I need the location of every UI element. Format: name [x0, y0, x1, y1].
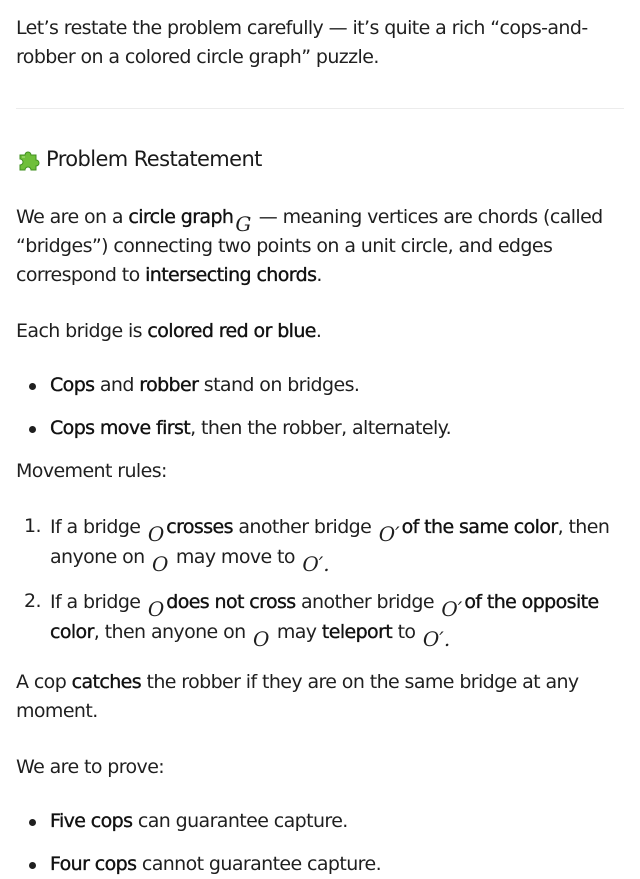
bold-term: Five cops	[50, 810, 133, 832]
catch-paragraph	[16, 668, 624, 726]
movement-rules-list	[16, 512, 624, 651]
bold-term: catches	[71, 671, 142, 693]
bold-term: does not cross	[166, 591, 296, 613]
bold-term: intersecting chords	[145, 264, 317, 286]
text-span: stand on bridges.	[198, 374, 360, 396]
bold-term: robber	[139, 374, 199, 396]
text-span: We are on a	[16, 206, 129, 228]
section-heading	[16, 144, 624, 174]
text-span: Each bridge is	[16, 320, 148, 342]
bold-term: colored red or blue	[147, 320, 316, 342]
math-variable: O	[147, 597, 165, 621]
math-variable: O′	[441, 597, 463, 621]
text-span: If a bridge	[50, 591, 146, 613]
text-span: may move to	[170, 546, 301, 568]
text-span: another bridge	[295, 591, 440, 613]
text-span: .	[316, 264, 322, 286]
text-span: another bridge	[232, 516, 377, 538]
text-span: A cop	[16, 671, 72, 693]
intro-paragraph: Let’s restate the problem carefully — it’s quite a rich “cops-and-robber on a colored circle graph” puzzle.	[16, 17, 588, 68]
list-item	[16, 414, 624, 443]
setup-list	[16, 371, 624, 443]
list-item	[16, 587, 624, 651]
text-span: , then anyone on	[50, 516, 610, 568]
text-span: cannot guarantee capture.	[136, 853, 382, 875]
text-span: to	[392, 621, 421, 643]
math-variable: O	[252, 627, 270, 651]
coloring-paragraph	[16, 317, 624, 346]
math-variable: O′.	[302, 552, 330, 576]
movement-rules-label: Movement rules:	[16, 460, 167, 482]
text-span: may	[271, 621, 322, 643]
puzzle-piece-icon	[16, 146, 42, 172]
math-variable: O	[147, 522, 165, 546]
circle-graph-paragraph	[16, 202, 624, 290]
list-item	[16, 850, 624, 879]
text-span: If a bridge	[50, 516, 146, 538]
bold-term: crosses	[166, 516, 233, 538]
text-span: .	[315, 320, 322, 342]
prove-list	[16, 807, 624, 879]
list-item	[16, 512, 624, 576]
prove-label: We are to prove:	[16, 756, 165, 778]
section-title: Problem Restatement	[46, 147, 262, 171]
text-span: can guarantee capture.	[132, 810, 348, 832]
bold-term: circle graph	[128, 206, 234, 228]
text-span: , then anyone on	[93, 621, 251, 643]
bold-term: of the same color	[401, 516, 558, 538]
list-item	[16, 807, 624, 836]
text-span: — meaning vertices are chords (called “bridges”) connecting two points on a unit circle, and edges correspond to	[16, 206, 603, 286]
math-variable: G	[235, 212, 252, 236]
math-variable: O	[152, 552, 169, 576]
math-variable: O′	[378, 522, 400, 546]
text-span: the robber if they are on the same bridge at any moment.	[16, 671, 579, 722]
bold-term: Four cops	[50, 853, 137, 875]
text-span: and	[94, 374, 140, 396]
text-span: , then the robber, alternately.	[190, 417, 452, 439]
section-divider	[16, 108, 624, 109]
bold-term: of the opposite color	[50, 591, 599, 643]
bold-term: Cops move first	[50, 417, 191, 439]
list-number: 2.	[24, 590, 41, 612]
math-variable: O′.	[422, 627, 451, 651]
list-number: 1.	[24, 515, 41, 537]
list-item	[16, 371, 624, 400]
bold-term: Cops	[50, 374, 95, 396]
bold-term: teleport	[321, 621, 393, 643]
